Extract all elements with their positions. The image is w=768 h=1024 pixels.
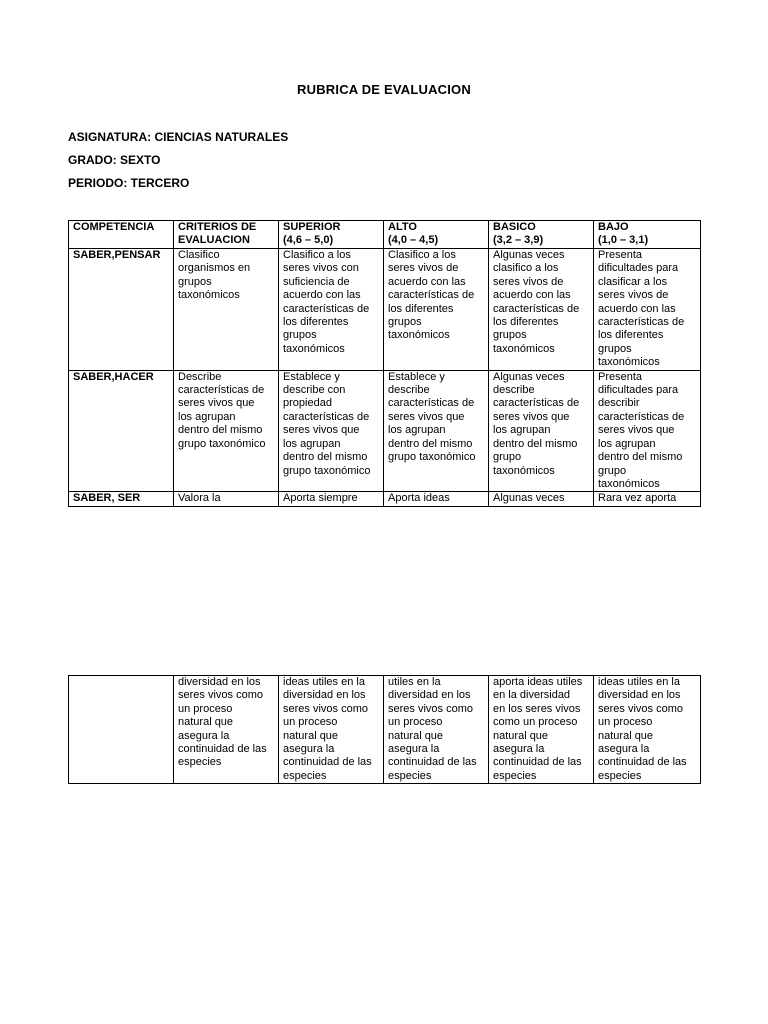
- header-bajo: BAJO (1,0 – 3,1): [594, 221, 701, 249]
- header-superior: SUPERIOR (4,6 – 5,0): [279, 221, 384, 249]
- cell-competencia: SABER, SER: [69, 492, 174, 506]
- table-header-row: [69, 221, 701, 249]
- cell-competencia: SABER,PENSAR: [69, 249, 174, 371]
- subject-line: ASIGNATURA: CIENCIAS NATURALES: [68, 130, 289, 144]
- rubric-table-continuation: [68, 675, 701, 784]
- table-row: [69, 370, 701, 492]
- cell-alto: Establece y describe características de seres vivos que los agrupan dentro del mismo grupo taxonómico: [384, 370, 489, 492]
- period-line: PERIODO: TERCERO: [68, 176, 190, 190]
- rubric-table: [68, 220, 701, 507]
- cell-basico: Algunas veces describe características de seres vivos que los agrupan dentro del mismo grupo taxonómicos: [489, 370, 594, 492]
- grade-line: GRADO: SEXTO: [68, 153, 161, 167]
- table-row: [69, 249, 701, 371]
- cell-competencia: [69, 676, 174, 784]
- cell-competencia: SABER,HACER: [69, 370, 174, 492]
- document-title: RUBRICA DE EVALUACION: [297, 82, 471, 97]
- cell-superior: Establece y describe con propiedad características de seres vivos que los agrupan dentro del mismo grupo taxonómico: [279, 370, 384, 492]
- table-row: [69, 492, 701, 506]
- cell-criterios: Describe características de seres vivos que los agrupan dentro del mismo grupo taxonómico: [174, 370, 279, 492]
- header-criterios: CRITERIOS DE EVALUACION: [174, 221, 279, 249]
- cell-superior: Clasifico a los seres vivos con suficiencia de acuerdo con las características de los diferentes grupos taxonómicos: [279, 249, 384, 371]
- cell-bajo: Presenta dificultades para describir características de seres vivos que los agrupan dentro del mismo grupo taxonómicos: [594, 370, 701, 492]
- header-competencia: COMPETENCIA: [69, 221, 174, 249]
- cell-superior: ideas utiles en la diversidad en los seres vivos como un proceso natural que asegura la continuidad de las especies: [279, 676, 384, 784]
- cell-bajo: Presenta dificultades para clasificar a los seres vivos de acuerdo con las características de los diferentes grupos taxonómicos: [594, 249, 701, 371]
- cell-criterios: Valora la: [174, 492, 279, 506]
- cell-alto: Clasifico a los seres vivos de acuerdo con las características de los diferentes grupos taxonómicos: [384, 249, 489, 371]
- cell-basico: Algunas veces: [489, 492, 594, 506]
- cell-alto: Aporta ideas: [384, 492, 489, 506]
- header-basico: BASICO (3,2 – 3,9): [489, 221, 594, 249]
- cell-criterios: Clasifico organismos en grupos taxonómicos: [174, 249, 279, 371]
- cell-basico: Algunas veces clasifico a los seres vivos de acuerdo con las características de los diferentes grupos taxonómicos: [489, 249, 594, 371]
- cell-alto: utiles en la diversidad en los seres vivos como un proceso natural que asegura la continuidad de las especies: [384, 676, 489, 784]
- cell-criterios: diversidad en los seres vivos como un proceso natural que asegura la continuidad de las especies: [174, 676, 279, 784]
- header-alto: ALTO (4,0 – 4,5): [384, 221, 489, 249]
- cell-superior: Aporta siempre: [279, 492, 384, 506]
- cell-basico: aporta ideas utiles en la diversidad en los seres vivos como un proceso natural que asegura la continuidad de las especies: [489, 676, 594, 784]
- table-row: [69, 676, 701, 784]
- cell-bajo: ideas utiles en la diversidad en los seres vivos como un proceso natural que asegura la continuidad de las especies: [594, 676, 701, 784]
- cell-bajo: Rara vez aporta: [594, 492, 701, 506]
